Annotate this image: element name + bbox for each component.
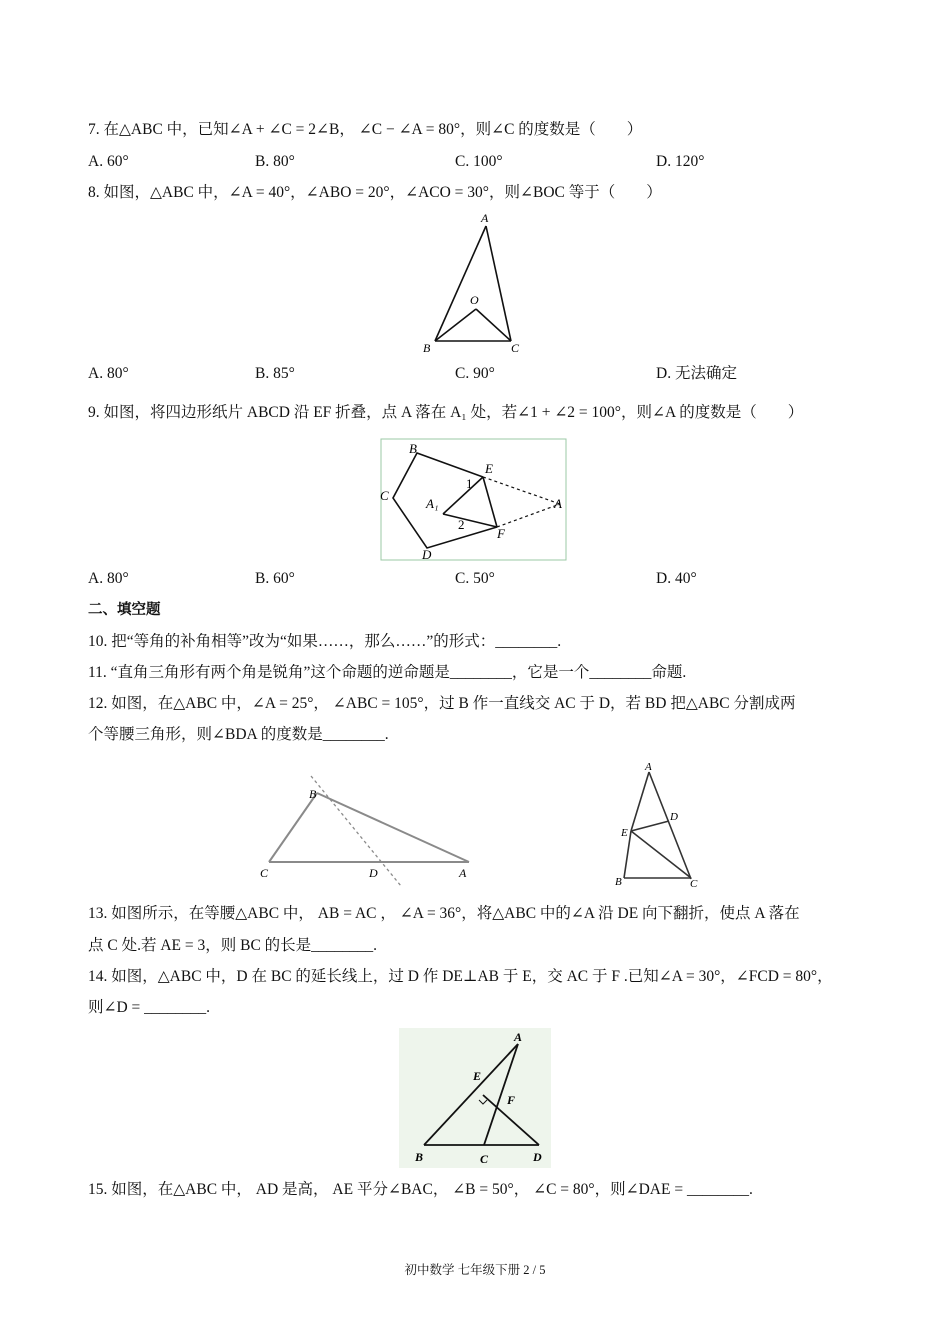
q14-label-e: E xyxy=(473,1069,482,1083)
q13-stem-line1: 13. 如图所示，在等腰△ABC 中， AB = AC ， ∠A = 36°，将△ABC 中的∠A 沿 DE 向下翻折，使点 A 落在 xyxy=(88,905,800,922)
q13-label-c: C xyxy=(690,878,698,890)
q8-label-b: B xyxy=(423,341,431,355)
q14-label-f: F xyxy=(507,1093,516,1107)
q7-option-b: B. 80° xyxy=(255,153,295,170)
q8-label-c: C xyxy=(511,341,520,355)
q8-option-c: C. 90° xyxy=(455,365,495,382)
q7-option-c: C. 100° xyxy=(455,153,503,170)
q12-label-d: D xyxy=(369,866,378,880)
q8-option-d: D. 无法确定 xyxy=(656,365,737,382)
q10-stem: 10. 把“等角的补角相等”改为“如果……，那么……”的形式：________. xyxy=(88,633,562,650)
q9-label-d: D xyxy=(422,547,432,562)
q12-label-b: B xyxy=(309,787,317,801)
q12-stem-line1: 12. 如图，在△ABC 中，∠A = 25°， ∠ABC = 105°，过 B 作一直线交 AC 于 D，若 BD 把△ABC 分割成两 xyxy=(88,695,796,712)
q9-option-d: D. 40° xyxy=(656,570,697,587)
page-footer: 初中数学 七年级下册 2 / 5 xyxy=(404,1263,546,1277)
q14-label-a: A xyxy=(514,1030,523,1044)
q7-option-d: D. 120° xyxy=(656,153,705,170)
q14-label-b: B xyxy=(415,1150,424,1164)
q9-label-c: C xyxy=(380,488,389,503)
q9-label-b: B xyxy=(409,441,417,456)
q8-stem: 8. 如图，△ABC 中，∠A = 40°，∠ABO = 20°，∠ACO = 30°，则∠BOC 等于（ ） xyxy=(88,184,662,201)
q13-label-a: A xyxy=(645,761,652,773)
q11-stem: 11. “直角三角形有两个角是锐角”这个命题的逆命题是________，它是一个________命题. xyxy=(88,664,687,681)
q9-option-c: C. 50° xyxy=(455,570,495,587)
q9-option-b: B. 60° xyxy=(255,570,295,587)
q12-triangle-figure xyxy=(255,774,480,888)
q13-label-b: B xyxy=(615,876,622,888)
q8-option-b: B. 85° xyxy=(255,365,295,382)
q12-label-a: A xyxy=(459,866,467,880)
section-heading: 二、填空题 xyxy=(88,602,161,618)
q14-label-c: C xyxy=(480,1152,489,1166)
q9-label-1: 1 xyxy=(466,476,473,491)
q14-stem-line2: 则∠D = ________. xyxy=(88,999,211,1016)
q7-stem: 7. 在△ABC 中，已知∠A + ∠C = 2∠B， ∠C − ∠A = 80°，则∠C 的度数是（ ） xyxy=(88,121,643,138)
q9-label-a: A xyxy=(554,496,562,511)
q9-label-2: 2 xyxy=(458,517,465,532)
q8-label-a: A xyxy=(481,211,489,225)
q7-option-a: A. 60° xyxy=(88,153,129,170)
q13-label-d: D xyxy=(670,811,678,823)
q8-option-a: A. 80° xyxy=(88,365,129,382)
q9-label-a1: A₁ xyxy=(426,496,439,511)
q14-stem-line1: 14. 如图，△ABC 中，D 在 BC 的延长线上，过 D 作 DE⊥AB 于 E，交 AC 于 F .已知∠A = 30°，∠FCD = 80°， xyxy=(88,968,833,985)
q14-triangle-figure xyxy=(399,1028,551,1168)
q13-stem-line2: 点 C 处.若 AE = 3，则 BC 的长是________. xyxy=(88,937,378,954)
q8-label-o: O xyxy=(470,293,479,307)
q13-label-e: E xyxy=(621,827,628,839)
q8-triangle-figure xyxy=(415,208,535,358)
q12-label-c: C xyxy=(260,866,269,880)
q9-folding-figure xyxy=(380,438,570,563)
q9-stem: 9. 如图，将四边形纸片 ABCD 沿 EF 折叠，点 A 落在 A₁ 处，若∠1 + ∠2 = 100°，则∠A 的度数是（ ） xyxy=(88,404,804,421)
q9-label-e: E xyxy=(485,461,493,476)
q12-stem-line2: 个等腰三角形，则∠BDA 的度数是________. xyxy=(88,726,389,743)
q9-label-f: F xyxy=(497,526,505,541)
q9-option-a: A. 80° xyxy=(88,570,129,587)
q14-label-d: D xyxy=(533,1150,542,1164)
q13-triangle-figure xyxy=(608,758,708,890)
q15-stem: 15. 如图，在△ABC 中， AD 是高， AE 平分∠BAC， ∠B = 50°， ∠C = 80°，则∠DAE = ________. xyxy=(88,1181,753,1198)
